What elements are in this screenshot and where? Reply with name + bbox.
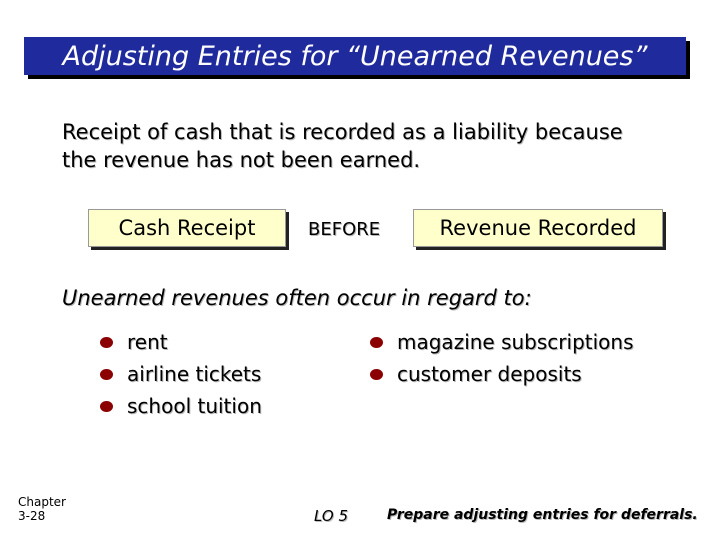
list-item xyxy=(370,358,634,390)
list-item xyxy=(100,326,262,358)
intro-text xyxy=(62,118,702,174)
before-label: BEFORE xyxy=(308,219,381,240)
list-item-label: rent xyxy=(127,330,168,354)
revenue-recorded-label: Revenue Recorded xyxy=(439,216,637,240)
list-item xyxy=(100,390,262,422)
list-item-label: airline tickets xyxy=(127,362,262,386)
list-item-label: magazine subscriptions xyxy=(397,330,634,354)
chapter-page: 3-28 xyxy=(18,509,46,523)
revenue-recorded-box xyxy=(413,209,663,247)
bullet-icon xyxy=(100,369,113,380)
learning-objective-text: Prepare adjusting entries for deferrals. xyxy=(387,507,698,523)
intro-line-1: Receipt of cash that is recorded as a liability because xyxy=(62,120,623,144)
slide-title: Adjusting Entries for “Unearned Revenues” xyxy=(62,40,648,72)
list-item xyxy=(100,358,262,390)
examples-list-right xyxy=(370,326,634,390)
list-item xyxy=(370,326,634,358)
bullet-icon xyxy=(370,337,383,348)
list-item-label: customer deposits xyxy=(397,362,582,386)
chapter-text: Chapter xyxy=(18,495,66,509)
bullet-icon xyxy=(100,337,113,348)
cash-receipt-box xyxy=(88,209,286,247)
bullet-icon xyxy=(100,401,113,412)
chapter-label xyxy=(18,495,66,523)
cash-receipt-label: Cash Receipt xyxy=(118,216,256,240)
list-item-label: school tuition xyxy=(127,394,262,418)
intro-line-2: the revenue has not been earned. xyxy=(62,148,421,172)
bullet-icon xyxy=(370,369,383,380)
title-banner xyxy=(24,37,686,75)
examples-list-left xyxy=(100,326,262,422)
occur-heading: Unearned revenues often occur in regard to: xyxy=(62,286,532,310)
learning-objective-number: LO 5 xyxy=(314,507,349,525)
